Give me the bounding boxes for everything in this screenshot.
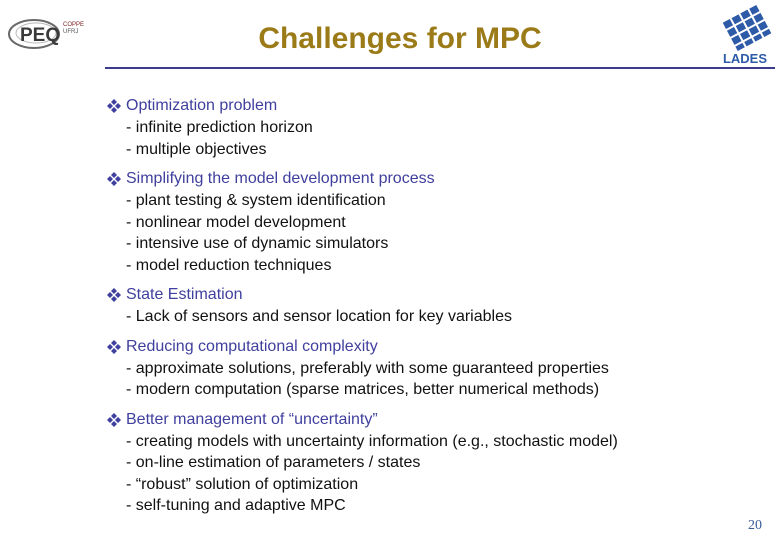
diamond-bullet-icon	[107, 288, 121, 302]
bullet-head	[107, 284, 767, 306]
bullet-head	[107, 168, 767, 190]
sub-item: - modern computation (sparse matrices, better numerical methods)	[126, 381, 600, 398]
diamond-bullet-icon	[107, 172, 121, 186]
sub-item: - model reduction techniques	[126, 256, 332, 274]
sub-item: - self-tuning and adaptive MPC	[126, 497, 346, 514]
sub-item: - creating models with uncertainty information (e.g., stochastic model)	[126, 432, 618, 450]
bullet-head	[107, 336, 767, 358]
sub-item: - infinite prediction horizon	[126, 119, 313, 136]
bullet-title: State Estimation	[126, 286, 243, 303]
bullet-item	[107, 336, 767, 401]
diamond-bullet-icon	[107, 413, 121, 427]
sub-item: - approximate solutions, preferably with some guaranteed properties	[126, 359, 609, 377]
diamond-bullet-icon	[107, 99, 121, 113]
lades-logo-text: LADES	[722, 51, 768, 66]
peq-logo	[6, 14, 96, 54]
bullet-list	[107, 95, 767, 525]
bullet-head	[107, 409, 767, 431]
coppe-logo-text: COPPE	[63, 22, 85, 28]
peq-logo-text: PEQ	[20, 25, 61, 46]
bullet-title: Optimization problem	[126, 97, 278, 114]
solar-panel-icon	[721, 4, 772, 53]
sub-item: - multiple objectives	[126, 140, 267, 158]
page-number: 20	[748, 518, 762, 533]
bullet-title: Better management of “uncertainty”	[126, 410, 378, 428]
title-underline	[105, 67, 775, 69]
bullet-item	[107, 284, 767, 328]
sub-item: - plant testing & system identification	[126, 192, 386, 209]
sub-item: - nonlinear model development	[126, 213, 346, 231]
bullet-item	[107, 409, 767, 517]
sub-item: - intensive use of dynamic simulators	[126, 235, 389, 252]
bullet-item	[107, 95, 767, 160]
slide-title: Challenges for MPC	[258, 22, 542, 55]
sub-item: - “robust” solution of optimization	[126, 475, 359, 493]
lades-logo	[713, 2, 777, 66]
sub-item: - Lack of sensors and sensor location for key variables	[126, 308, 512, 325]
sub-item: - on-line estimation of parameters / states	[126, 454, 421, 471]
bullet-head	[107, 95, 767, 117]
bullet-title: Reducing computational complexity	[126, 337, 378, 355]
bullet-title: Simplifying the model development process	[126, 170, 435, 187]
diamond-bullet-icon	[107, 340, 121, 354]
bullet-item	[107, 168, 767, 276]
ufrj-logo-text: UFRJ	[63, 29, 79, 35]
